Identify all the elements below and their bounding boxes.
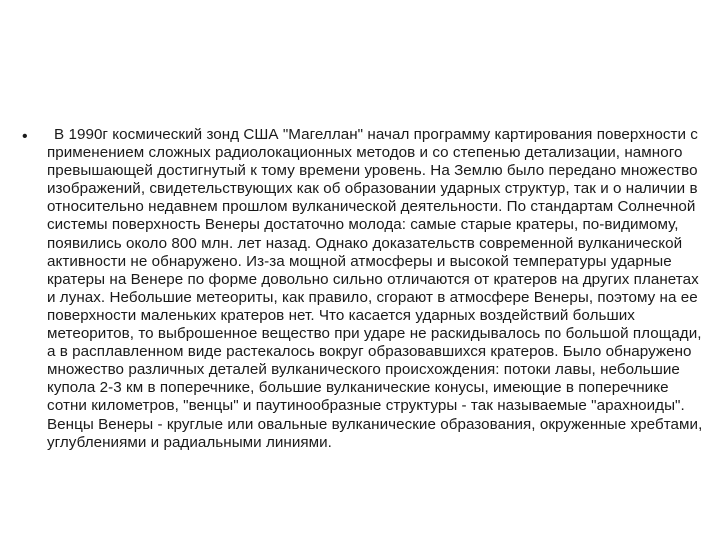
bullet-marker: •: [22, 128, 28, 145]
body-paragraph: В 1990г космический зонд США "Магеллан" начал программу картирования поверхности с применением сложных радиолокационных методов и со степенью детализации, намного превышающей достигнутый к тому времени уровень. На Землю было передано множество изображений, свидетельствующих как об образовании ударных структур, так и о наличии в относительно недавнем прошлом вулканической деятельности. По стандартам Солнечной системы поверхность Венеры достаточно молода: самые старые кратеры, по-видимому, появились около 800 млн. лет назад. Однако доказательств современной вулканической активности не обнаружено. Из-за мощной атмосферы и высокой температуры ударные кратеры на Венере по форме довольно сильно отличаются от кратеров на других планетах и лунах. Небольшие метеориты, как правило, сгорают в атмосфере Венеры, поэтому на ее поверхности маленьких кратеров нет. Что касается ударных воздействий больших метеоритов, то выброшенное вещество при ударе не раскидывалось по большой площади, а в расплавленном виде растекалось вокруг образовавшихся кратеров. Было обнаружено множество различных деталей вулканического происхождения: потоки лавы, небольшие купола 2-3 км в поперечнике, большие вулканические конусы, имеющие в поперечнике сотни километров, "венцы" и паутинообразные структуры - так называемые "арахноиды". Венцы Венеры - круглые или овальные вулканические образования, окруженные хребтами, углублениями и радиальными линиями.: [47, 126, 703, 451]
